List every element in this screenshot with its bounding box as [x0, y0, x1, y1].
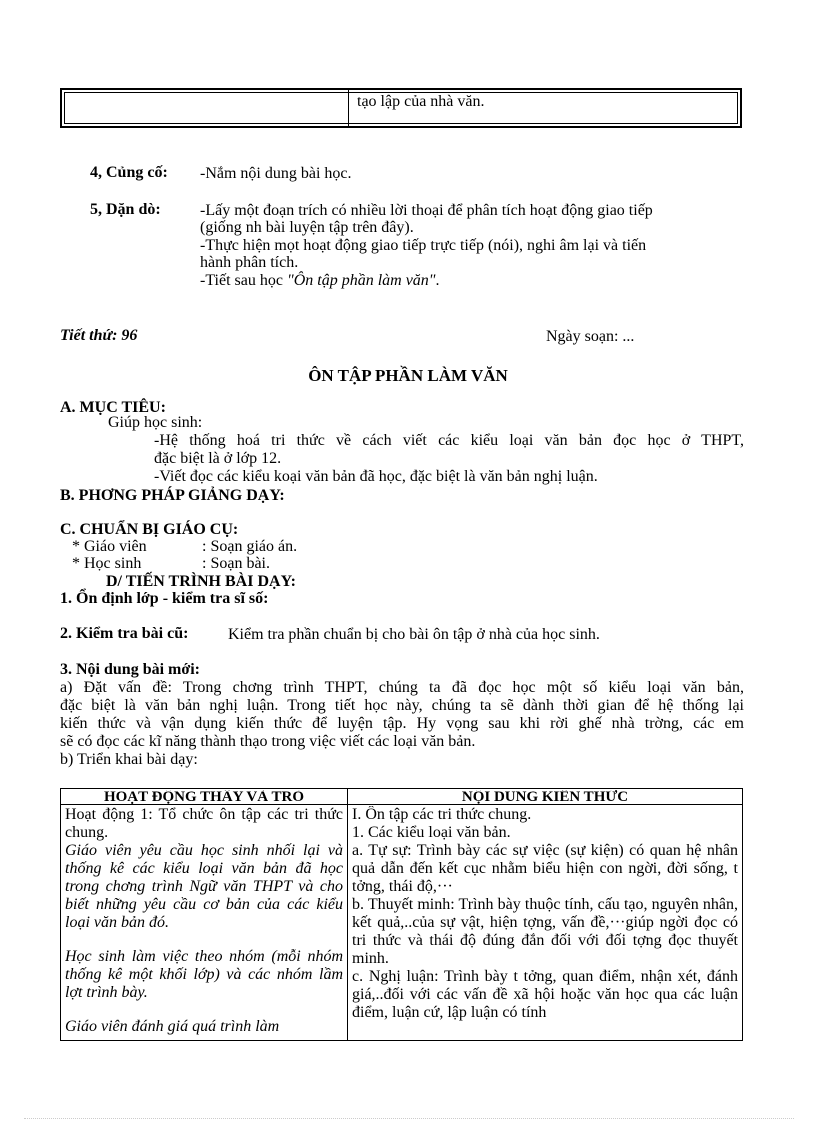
- dan-do-line-3: -Thực hiện mọt hoạt động giao tiếp trực tiếp (nói), nghi âm lại và tiến: [200, 237, 647, 254]
- step3-intro-line-4: sẽ có đọc các kĩ năng thành thạo trong việc viết các loại văn bản.: [60, 733, 476, 750]
- dan-do-next-lesson: "Ôn tập phần làm văn": [286, 272, 436, 289]
- table-head-right: NỘI DUNG KIẾN THỨC: [461, 790, 629, 804]
- prep-heading: C. CHUẨN BỊ GIÁO CỤ:: [60, 521, 239, 538]
- process-heading: D/ TIẾN TRÌNH BÀI DẠY:: [106, 573, 296, 590]
- objectives-intro: Giúp học sinh:: [108, 414, 203, 431]
- lesson-table: [60, 788, 743, 1041]
- dan-do-line-5: [200, 272, 440, 289]
- right-subsection-heading: 1. Các kiểu loại văn bản.: [352, 824, 511, 841]
- lesson-date: Ngày soạn: ...: [546, 328, 635, 345]
- top-table-divider: [348, 90, 349, 126]
- left-teacher-evaluation: Giáo viên đánh giá quá trình làm: [65, 1018, 280, 1035]
- page-title: ÔN TẬP PHẦN LÀM VĂN: [308, 366, 508, 385]
- dan-do-line-2: (giống nh bài luyện tập trên đây).: [200, 219, 414, 236]
- left-activity-1: Hoạt động 1: Tổ chức ôn tập các tri thức chung.: [65, 806, 343, 841]
- lesson-table-header-divider: [61, 804, 742, 805]
- step3-deploy: b) Triển khai bài dạy:: [60, 751, 198, 768]
- lesson-number: Tiết thứ: 96: [60, 327, 138, 344]
- top-table-cell: tạo lập của nhà văn.: [357, 93, 485, 110]
- prep-teacher-label: * Giáo viên: [72, 538, 147, 555]
- dan-do-line-1: -Lấy một đoạn trích có nhiều lời thoại để phân tích hoạt động giao tiếp: [200, 202, 653, 219]
- objectives-item-2: -Viết đọc các kiểu koại văn bản đã học, đặc biệt là văn bản nghị luận.: [154, 468, 598, 485]
- step2-heading: 2. Kiểm tra bài cũ:: [60, 625, 189, 642]
- step3-intro-line-3: kiến thức và vận dụng kiến thức để luyện tập. Hy vọng sau khi rời ghế nhà trờng, các em: [60, 715, 744, 732]
- right-thuyet-minh: b. Thuyết minh: Trình bày thuộc tính, cấu tạo, nguyên nhân, kết quả,..của sự vật, hiện tợng, vấn đề,···giúp ngời đọc có tri thức và thái độ đúng đắn đối với đối tợng đọc thuyết minh.: [352, 896, 738, 967]
- prep-teacher-value: : Soạn giáo án.: [202, 538, 298, 555]
- left-teacher-request: Giáo viên yêu cầu học sinh nhối lại và thống kê các kiểu loại văn bản đã học trong chơng trình Ngữ văn THPT và cho biết những yêu cầu cơ bản của các kiểu loại văn bản đó.: [65, 842, 343, 931]
- objectives-item-1b: đặc biệt là ở lớp 12.: [154, 450, 282, 467]
- step1-heading: 1. Ổn định lớp - kiểm tra sĩ số:: [60, 590, 269, 607]
- lesson-table-column-divider: [347, 789, 348, 1040]
- right-tu-su: a. Tự sự: Trình bày các sự việc (sự kiện) có quan hệ nhân quả dẫn đến kết cục nhằm biểu hiện con ngời, đời sống, t tởng, thái độ,···: [352, 842, 738, 895]
- step3-intro-line-1: a) Đặt vấn đề: Trong chơng trình THPT, chúng ta đã đọc học một số kiểu loại văn bản,: [60, 679, 744, 696]
- step3-intro-line-2: đặc biệt là văn bản nghị luận. Trong tiết học này, chúng ta sẽ dành thời gian để hệ thống lại: [60, 697, 744, 714]
- cung-co-label: 4, Củng cố:: [90, 164, 168, 181]
- step3-heading: 3. Nội dung bài mới:: [60, 661, 200, 678]
- page-bottom-rule: [24, 1118, 794, 1119]
- dan-do-line-4: hành phân tích.: [200, 254, 299, 271]
- table-right-column: [352, 806, 738, 1040]
- top-table-fragment: [60, 88, 742, 128]
- step2-text: Kiểm tra phần chuẩn bị cho bài ôn tập ở nhà của học sinh.: [228, 626, 600, 643]
- cung-co-text: -Nắm nội dung bài học.: [200, 165, 352, 182]
- right-nghi-luan: c. Nghị luận: Trình bày t tởng, quan điểm, nhận xét, đánh giá,..đối với các vấn đề xã hội hoặc văn học qua các luận điểm, luận cứ, lập luận có tính: [352, 968, 738, 1021]
- objectives-item-1a: -Hệ thống hoá tri thức về cách viết các kiểu loại văn bản đọc học ở THPT,: [154, 432, 744, 449]
- objectives-heading: A. MỤC TIÊU:: [60, 399, 166, 416]
- prep-student-label: * Học sinh: [72, 555, 142, 572]
- table-head-left: HOẠT ĐỘNG THẦY VÀ TRÒ: [103, 790, 305, 804]
- dan-do-label: 5, Dặn dò:: [90, 201, 161, 218]
- left-student-work: Học sinh làm việc theo nhóm (mỗi nhóm thống kê một khối lớp) và các nhóm lầm lợt trình bày.: [65, 948, 343, 1001]
- right-section-heading: I. Ôn tập các tri thức chung.: [352, 806, 532, 823]
- prep-student-value: : Soạn bài.: [202, 555, 270, 572]
- method-heading: B. PHƠNG PHÁP GIẢNG DẠY:: [60, 487, 285, 504]
- dan-do-next-prefix: -Tiết sau học: [200, 272, 287, 289]
- dan-do-end: .: [435, 272, 440, 289]
- table-left-column: [65, 806, 343, 1040]
